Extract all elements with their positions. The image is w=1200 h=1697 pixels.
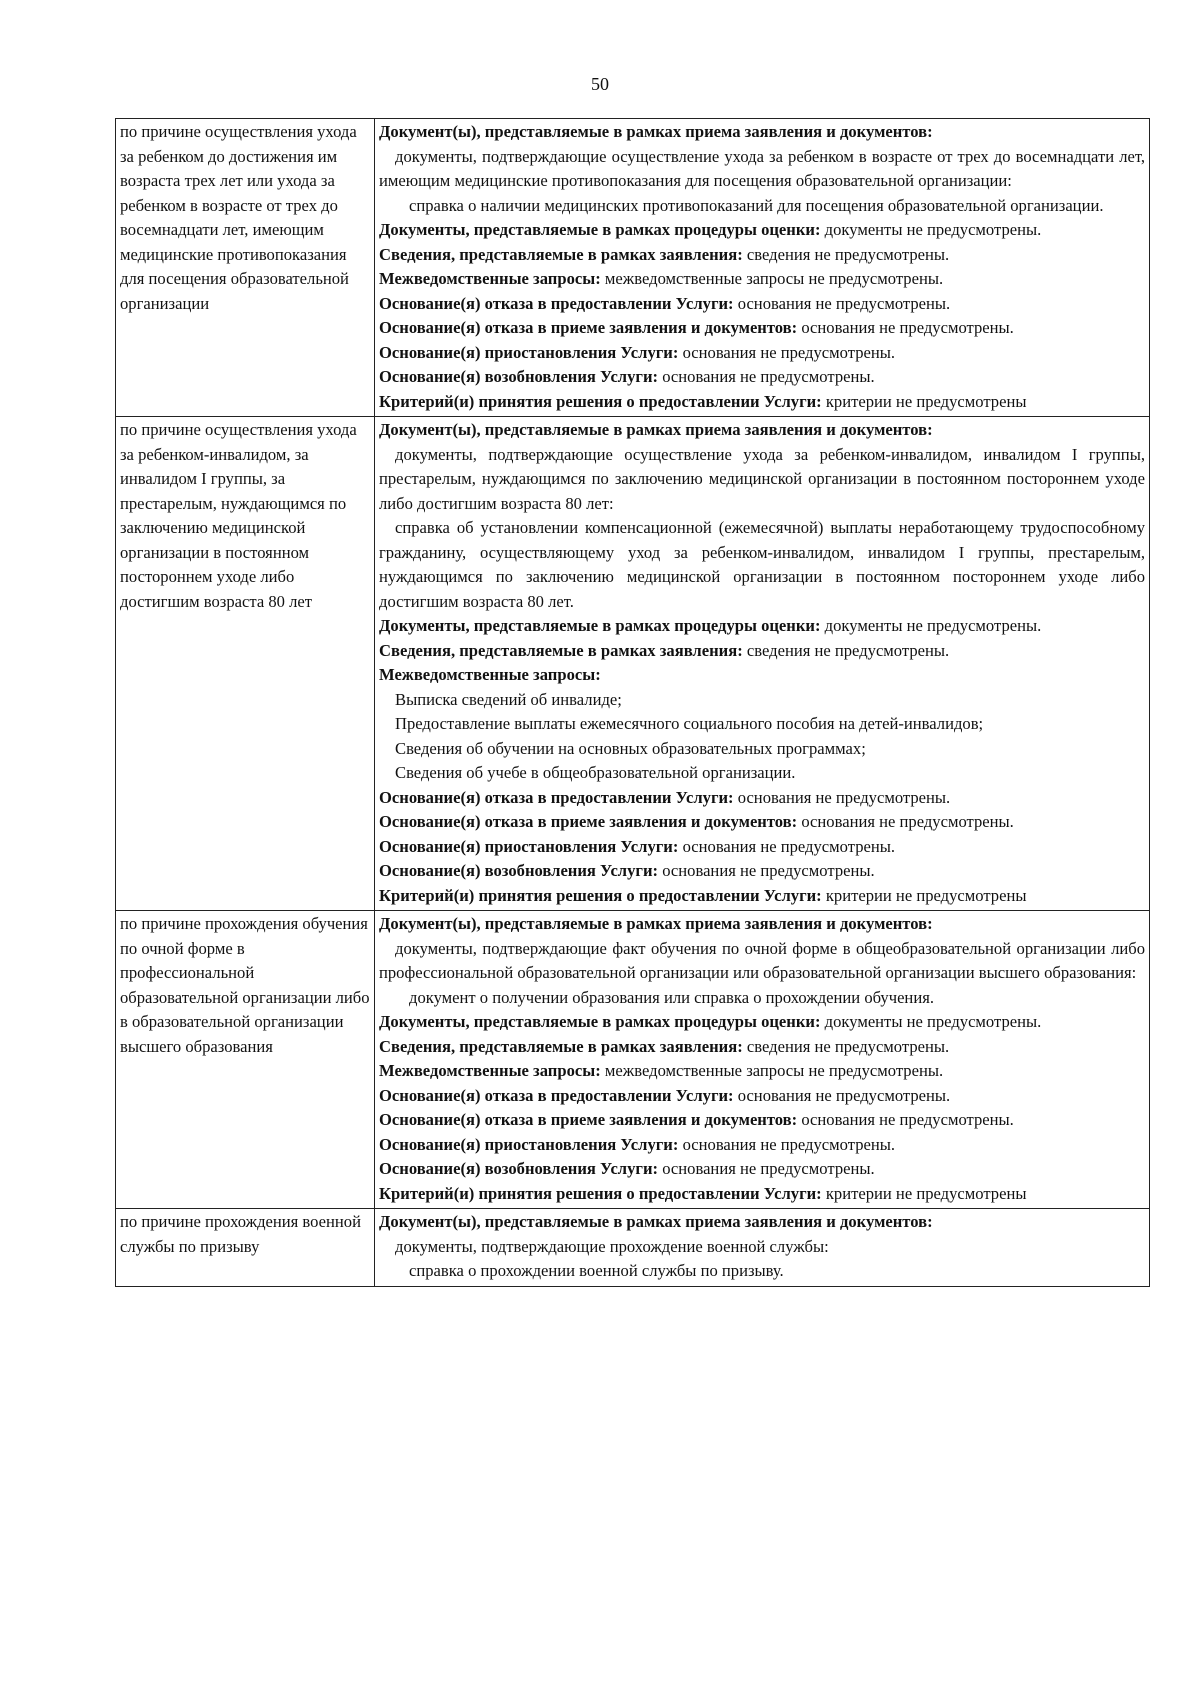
refusal-grounds: Основание(я) отказа в предоставлении Услуги: основания не предусмотрены. — [379, 787, 951, 807]
resumption-grounds: Основание(я) возобновления Услуги: основания не предусмотрены. — [379, 861, 875, 880]
table-row — [116, 911, 1150, 1209]
refusal-grounds: Основание(я) отказа в предоставлении Услуги: основания не предусмотрены. — [379, 1085, 951, 1105]
content-cell — [375, 417, 1150, 911]
assessment-docs: Документы, представляемые в рамках процедуры оценки: документы не предусмотрены. — [379, 616, 1042, 635]
suspension-grounds: Основание(я) приостановления Услуги: основания не предусмотрены. — [379, 1134, 896, 1154]
application-info: Сведения, представляемые в рамках заявления: сведения не предусмотрены. — [379, 640, 950, 660]
request-item: Предоставление выплаты ежемесячного социального пособия на детей-инвалидов; — [395, 714, 984, 733]
interagency-requests: Межведомственные запросы: межведомственные запросы не предусмотрены. — [379, 269, 944, 288]
resumption-grounds: Основание(я) возобновления Услуги: основания не предусмотрены. — [379, 1159, 875, 1178]
rejection-grounds: Основание(я) отказа в приеме заявления и документов: основания не предусмотрены. — [379, 812, 1014, 831]
docs-heading: Документ(ы), представляемые в рамках приема заявления и документов: — [379, 420, 933, 439]
docs-item: справка об установлении компенсационной (ежемесячной) выплаты неработающему трудоспособному гражданину, осуществляющему уход за ребенком-инвалидом, инвалидом I группы, престарелым, нуждающимся по заключению медицинской организации в постоянном постороннем уходе либо достигшим возраста 80 лет. — [379, 518, 1145, 611]
docs-intro: документы, подтверждающие факт обучения по очной форме в общеобразовательной организации либо профессиональной образовательной организации или образовательной организации высшего образования: — [379, 938, 1145, 982]
rejection-grounds: Основание(я) отказа в приеме заявления и документов: основания не предусмотрены. — [379, 1110, 1014, 1129]
reason-cell: по причине прохождения военной службы по призыву — [116, 1209, 375, 1287]
suspension-grounds: Основание(я) приостановления Услуги: основания не предусмотрены. — [379, 836, 896, 856]
content-cell — [375, 911, 1150, 1209]
refusal-grounds: Основание(я) отказа в предоставлении Услуги: основания не предусмотрены. — [379, 293, 951, 313]
reason-cell: по причине прохождения обучения по очной форме в профессиональной образовательной организации либо в образовательной организации высшего образования — [116, 911, 375, 1209]
request-item: Сведения об учебе в общеобразовательной организации. — [395, 763, 796, 782]
suspension-grounds: Основание(я) приостановления Услуги: основания не предусмотрены. — [379, 342, 896, 362]
docs-item: справка о наличии медицинских противопоказаний для посещения образовательной организации. — [409, 195, 1104, 215]
docs-heading: Документ(ы), представляемые в рамках приема заявления и документов: — [379, 914, 933, 933]
decision-criteria: Критерий(и) принятия решения о предоставлении Услуги: критерии не предусмотрены — [379, 391, 1027, 411]
requirements-table — [115, 118, 1150, 1287]
content-cell — [375, 119, 1150, 417]
decision-criteria: Критерий(и) принятия решения о предоставлении Услуги: критерии не предусмотрены — [379, 885, 1027, 905]
page-number: 50 — [591, 74, 609, 94]
content-cell — [375, 1209, 1150, 1287]
interagency-requests: Межведомственные запросы: — [379, 665, 601, 684]
resumption-grounds: Основание(я) возобновления Услуги: основания не предусмотрены. — [379, 367, 875, 386]
decision-criteria: Критерий(и) принятия решения о предоставлении Услуги: критерии не предусмотрены — [379, 1183, 1027, 1203]
application-info: Сведения, представляемые в рамках заявления: сведения не предусмотрены. — [379, 244, 950, 264]
reason-cell: по причине осуществления ухода за ребенком-инвалидом, за инвалидом I группы, за престарелым, нуждающимся по заключению медицинской организации в постоянном постороннем уходе либо достигшим возраста 80 лет — [116, 417, 375, 911]
docs-intro: документы, подтверждающие прохождение военной службы: — [395, 1236, 829, 1256]
interagency-requests: Межведомственные запросы: межведомственные запросы не предусмотрены. — [379, 1061, 944, 1080]
table-row — [116, 119, 1150, 417]
docs-item: документ о получении образования или справка о прохождении обучения. — [409, 987, 934, 1007]
application-info: Сведения, представляемые в рамках заявления: сведения не предусмотрены. — [379, 1036, 950, 1056]
rejection-grounds: Основание(я) отказа в приеме заявления и документов: основания не предусмотрены. — [379, 318, 1014, 337]
docs-heading: Документ(ы), представляемые в рамках приема заявления и документов: — [379, 1212, 933, 1231]
table-row — [116, 417, 1150, 911]
table-row — [116, 1209, 1150, 1287]
docs-heading: Документ(ы), представляемые в рамках приема заявления и документов: — [379, 122, 933, 141]
request-item: Выписка сведений об инвалиде; — [395, 689, 622, 709]
assessment-docs: Документы, представляемые в рамках процедуры оценки: документы не предусмотрены. — [379, 220, 1042, 239]
docs-item: справка о прохождении военной службы по призыву. — [409, 1261, 784, 1280]
docs-intro: документы, подтверждающие осуществление ухода за ребенком-инвалидом, инвалидом I группы, престарелым, нуждающимся по заключению медицинской организации в постоянном постороннем уходе либо достигшим возраста 80 лет: — [379, 444, 1145, 513]
reason-cell: по причине осуществления ухода за ребенком до достижения им возраста трех лет или ухода за ребенком в возрасте от трех до восемнадцати лет, имеющим медицинские противопоказания для посещения образовательной организации — [116, 119, 375, 417]
request-item: Сведения об обучении на основных образовательных программах; — [395, 738, 866, 758]
assessment-docs: Документы, представляемые в рамках процедуры оценки: документы не предусмотрены. — [379, 1012, 1042, 1031]
docs-intro: документы, подтверждающие осуществление ухода за ребенком в возрасте от трех до восемнадцати лет, имеющим медицинские противопоказания для посещения образовательной организации: — [379, 146, 1145, 190]
